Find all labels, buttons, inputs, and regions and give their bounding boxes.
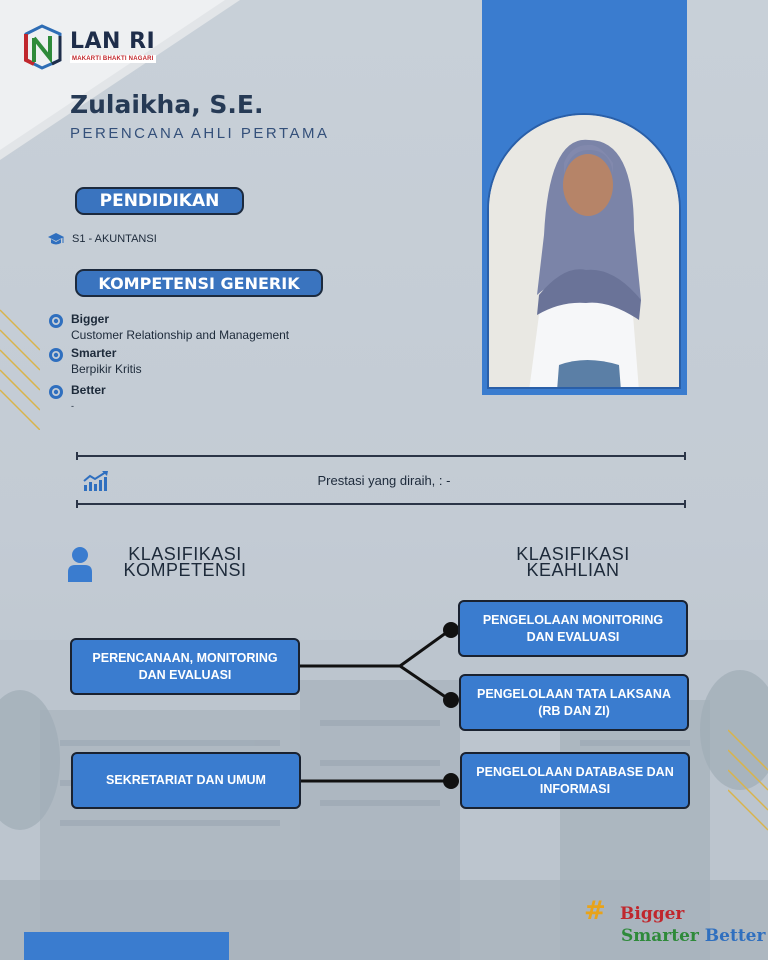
logo-subtitle: MAKARTI BHAKTI NAGARI xyxy=(72,56,154,62)
competency-desc: Customer Relationship and Management xyxy=(71,328,290,342)
divider-top xyxy=(76,455,686,457)
person-position: PERENCANA AHLI PERTAMA xyxy=(70,125,330,142)
education-row xyxy=(48,232,157,246)
person-name: Zulaikha, S.E. xyxy=(70,90,264,119)
graduation-cap-icon xyxy=(48,232,64,246)
klasifikasi-kompetensi-box: PERENCANAAN, MONITORING DAN EVALUASI xyxy=(70,638,300,695)
stripes-decoration-right xyxy=(728,720,768,850)
logo-title: LAN RI xyxy=(70,29,156,54)
competency-item-bigger xyxy=(48,312,289,344)
competency-desc: Berpikir Kritis xyxy=(71,362,142,376)
klasifikasi-keahlian-box: PENGELOLAAN TATA LAKSANA (RB DAN ZI) xyxy=(459,674,689,731)
competency-item-smarter xyxy=(48,346,142,378)
stripes-decoration-left xyxy=(0,300,40,430)
portrait-illustration xyxy=(489,115,681,389)
klasifikasi-kompetensi-heading xyxy=(112,546,258,578)
heading-line: KEAHLIAN xyxy=(526,560,620,580)
klasifikasi-keahlian-heading xyxy=(500,546,646,578)
klasifikasi-keahlian-box: PENGELOLAAN DATABASE DAN INFORMASI xyxy=(460,752,690,809)
person-icon xyxy=(67,546,93,582)
lan-ri-logo xyxy=(22,24,156,70)
hashtag-symbol: # xyxy=(584,896,606,926)
prestasi-text: Prestasi yang diraih, : - xyxy=(317,473,451,488)
pendidikan-heading: PENDIDIKAN xyxy=(75,187,244,215)
klasifikasi-keahlian-box: PENGELOLAAN MONITORING DAN EVALUASI xyxy=(458,600,688,657)
competency-title: Bigger xyxy=(71,312,110,326)
kompetensi-generik-heading: KOMPETENSI GENERIK xyxy=(75,269,323,297)
profile-photo xyxy=(487,113,681,389)
tagline-smarter: Smarter xyxy=(621,926,699,946)
competency-desc: - xyxy=(71,401,74,411)
competency-title: Better xyxy=(71,383,106,397)
gear-badge-icon xyxy=(48,313,64,329)
klasifikasi-kompetensi-box: SEKRETARIAT DAN UMUM xyxy=(71,752,301,809)
heading-line: KLASIFIKASI xyxy=(516,544,630,564)
gear-badge-icon xyxy=(48,347,64,363)
tagline-better: Better xyxy=(704,926,766,946)
competency-item-better xyxy=(48,383,106,415)
competency-title: Smarter xyxy=(71,346,117,360)
tagline-bigger: Bigger xyxy=(620,904,685,924)
tagline-smarter-better xyxy=(621,926,765,946)
gear-badge-icon xyxy=(48,384,64,400)
divider-bottom xyxy=(76,503,686,505)
education-value: S1 - AKUNTANSI xyxy=(72,233,157,245)
heading-line: KLASIFIKASI xyxy=(128,544,242,564)
lan-ri-logo-mark-icon xyxy=(22,24,64,70)
heading-line: KOMPETENSI xyxy=(123,560,247,580)
bottom-accent-bar xyxy=(24,932,229,960)
